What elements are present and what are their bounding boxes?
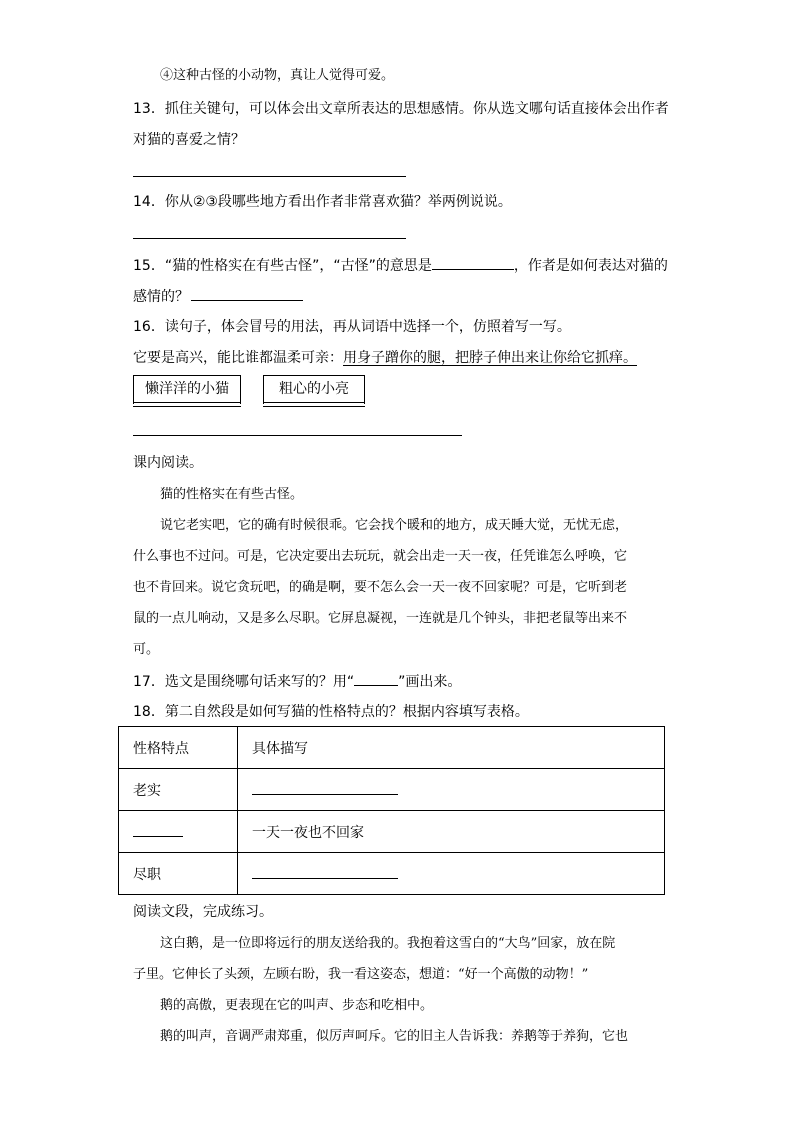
- question-14: 14．你从②③段哪些地方看出作者非常喜欢猫？举两例说说。: [133, 194, 512, 210]
- question-17-text-a: 17．选文是围绕哪句话来写的？用“: [133, 674, 355, 690]
- trait-cell: 老实: [119, 769, 238, 811]
- blank-description-3[interactable]: [252, 864, 398, 879]
- choice-box-lazy-cat[interactable]: [133, 375, 241, 404]
- question-15-text-a: 15．“猫的性格实在有些古怪”，“古怪”的意思是: [133, 258, 432, 274]
- answer-line-13[interactable]: [133, 176, 406, 177]
- trait-cell: 尽职: [119, 853, 238, 895]
- description-cell: 一天一夜也不回家: [238, 811, 665, 853]
- passage-1-line-3: 什么事也不过问。可是，它决定要出去玩玩，就会出走一天一夜，任凭谁怎么呼唤，它: [133, 549, 628, 564]
- question-13-cont: 对猫的喜爱之情？: [133, 132, 245, 148]
- question-18: 18．第二自然段是如何写猫的性格特点的？根据内容填写表格。: [133, 704, 529, 720]
- blank-15b[interactable]: [191, 286, 303, 301]
- table-header-row: [119, 727, 665, 769]
- passage-2-line-4: 鹅的叫声，音调严肃郑重，似厉声呵斥。它的旧主人告诉我：养鹅等于养狗，它也: [160, 1029, 629, 1044]
- description-cell[interactable]: [238, 853, 665, 895]
- blank-description-1[interactable]: [252, 780, 398, 795]
- blank-trait-2[interactable]: [133, 822, 183, 837]
- passage-1-line-5: 鼠的一点儿响动，又是多么尽职。它屏息凝视，一连就是几个钟头，非把老鼠等出来不: [133, 611, 628, 626]
- blank-15a[interactable]: [432, 255, 514, 270]
- quote-line: ④这种古怪的小动物，真让人觉得可爱。: [160, 68, 395, 83]
- passage-1-line-6: 可。: [133, 642, 160, 657]
- header-description: 具体描写: [238, 727, 665, 769]
- question-15-text-c: 感情的？: [133, 289, 189, 305]
- section-intro-1: 课内阅读。: [133, 455, 203, 471]
- question-15-text-b: ，作者是如何表达对猫的: [513, 258, 668, 274]
- answer-line-14[interactable]: [133, 238, 406, 239]
- question-15: [133, 255, 668, 276]
- sample-sentence: [133, 348, 637, 368]
- passage-1-line-1: 猫的性格实在有些古怪。: [160, 487, 304, 502]
- table-row: [119, 811, 665, 853]
- question-16: 16．读句子，体会冒号的用法，再从词语中选择一个，仿照着写一写。: [133, 319, 571, 335]
- passage-1-line-2: 说它老实吧，它的确有时候很乖。它会找个暖和的地方，成天睡大觉，无忧无虑，: [160, 518, 629, 533]
- choice-1-label: 懒洋洋的小猫: [145, 381, 229, 397]
- answer-line-16[interactable]: [133, 435, 462, 436]
- passage-2-line-1: 这白鹅，是一位即将远行的朋友送给我的。我抱着这雪白的“大鸟”回家，放在院: [160, 936, 616, 951]
- question-17-text-b: ”画出来。: [398, 674, 462, 690]
- header-trait: 性格特点: [119, 727, 238, 769]
- question-13: 13．抓住关键句，可以体会出文章所表达的思想感情。你从选文哪句话直接体会出作者: [133, 101, 669, 117]
- choice-2-label: 粗心的小亮: [279, 381, 349, 397]
- description-cell[interactable]: [238, 769, 665, 811]
- blank-17: [354, 671, 398, 686]
- passage-2-line-3: 鹅的高傲，更表现在它的叫声、步态和吃相中。: [160, 998, 434, 1013]
- trait-cell[interactable]: [119, 811, 238, 853]
- table-row: [119, 853, 665, 895]
- sample-sentence-plain: 它要是高兴，能比谁都温柔可亲：: [133, 350, 343, 366]
- trait-table: [118, 726, 665, 895]
- choice-box-careless-xiaoliang[interactable]: [263, 375, 365, 404]
- question-17: [133, 671, 461, 692]
- passage-1-line-4: 也不肯回来。说它贪玩吧，的确是啊，要不怎么会一天一夜不回家呢？可是，它听到老: [133, 580, 628, 595]
- table-row: [119, 769, 665, 811]
- passage-2-line-2: 子里。它伸长了头颈，左顾右盼，我一看这姿态，想道：“好一个高傲的动物！”: [133, 967, 589, 982]
- section-intro-2: 阅读文段，完成练习。: [133, 904, 273, 920]
- sample-sentence-underlined: 用身子蹭你的腿，把脖子伸出来让你给它抓痒。: [343, 350, 637, 366]
- question-15-cont: [133, 286, 303, 307]
